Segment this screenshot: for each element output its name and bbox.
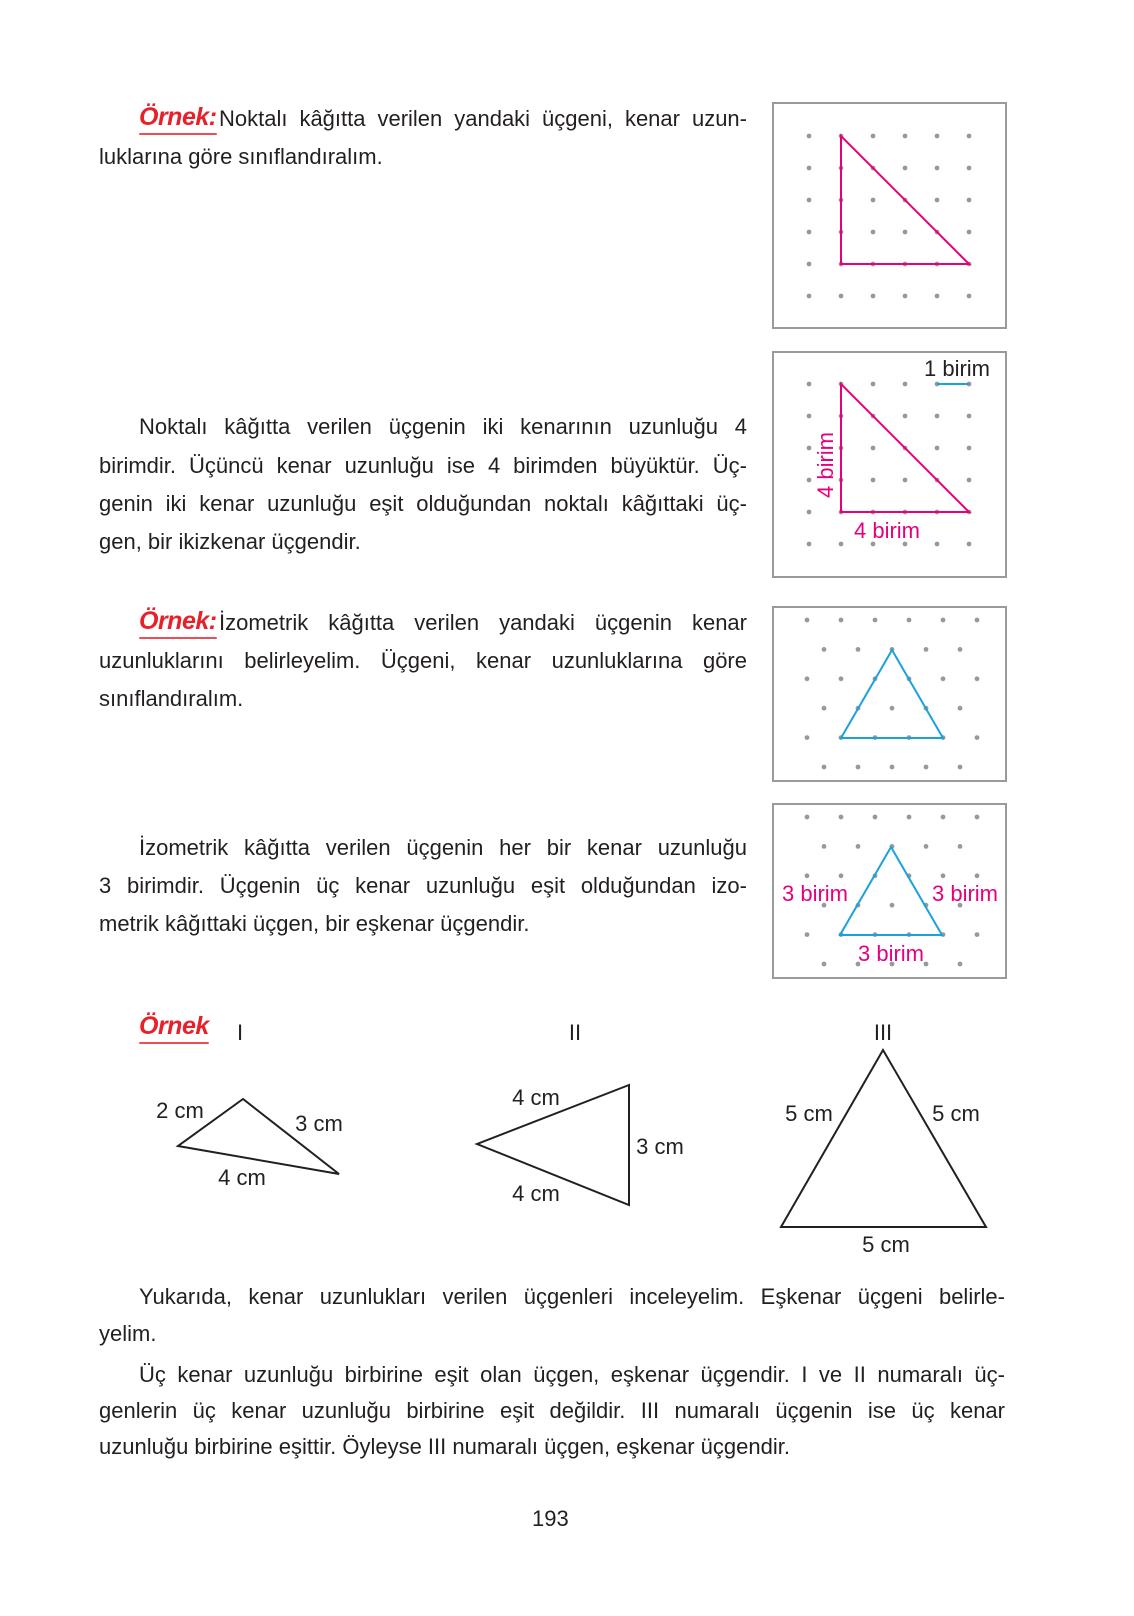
grid-dot bbox=[935, 294, 940, 299]
ex1-text-line: Noktalı kâğıtta verilen yandaki üçgeni, kenar uzun- bbox=[219, 106, 747, 131]
side-label-vertical: 4 birim bbox=[813, 431, 838, 499]
grid-dot bbox=[871, 294, 876, 299]
triangle-2-side: 4 cm bbox=[512, 1181, 560, 1206]
grid-dot bbox=[805, 676, 810, 681]
grid-dot bbox=[871, 382, 876, 387]
grid-dot bbox=[924, 844, 929, 849]
grid-dot bbox=[856, 647, 861, 652]
grid-dot bbox=[871, 230, 876, 235]
grid-dot bbox=[967, 414, 972, 419]
grid-dot bbox=[967, 294, 972, 299]
grid-dot bbox=[903, 294, 908, 299]
triangle-1-side: 3 cm bbox=[295, 1111, 343, 1136]
grid-dot bbox=[839, 873, 844, 878]
grid-dot bbox=[907, 815, 912, 820]
grid-dot bbox=[807, 542, 812, 547]
grid-dot bbox=[924, 647, 929, 652]
triangle-2-side: 4 cm bbox=[512, 1085, 560, 1110]
grid-dot bbox=[958, 706, 963, 711]
ex3-paragraph-line: uzunluğu birbirine eşittir. Öyleyse III numaralı üçgen, eşkenar üçgendir. bbox=[99, 1434, 790, 1459]
example-label: Örnek: bbox=[139, 607, 217, 635]
grid-dot bbox=[941, 873, 946, 878]
grid-dot bbox=[822, 962, 827, 967]
triangle-1-side: 4 cm bbox=[218, 1165, 266, 1190]
grid-dot bbox=[967, 446, 972, 451]
side-label-bottom: 4 birim bbox=[853, 518, 921, 543]
grid-dot bbox=[805, 932, 810, 937]
grid-dot bbox=[975, 735, 980, 740]
grid-dot bbox=[903, 134, 908, 139]
grid-dot bbox=[805, 735, 810, 740]
grid-dot bbox=[856, 765, 861, 770]
grid-dot bbox=[807, 382, 812, 387]
grid-dot bbox=[839, 542, 844, 547]
ex1-solution-line: birimdir. Üçüncü kenar uzunluğu ise 4 birimden büyüktür. Üç- bbox=[99, 453, 747, 478]
triangle-numeral-3: III bbox=[873, 1020, 893, 1045]
grid-dot bbox=[958, 844, 963, 849]
grid-dot bbox=[935, 542, 940, 547]
grid-dot bbox=[967, 134, 972, 139]
page-number: 193 bbox=[532, 1506, 569, 1531]
grid-dot bbox=[924, 765, 929, 770]
grid-dot bbox=[807, 198, 812, 203]
ex3-paragraph-line: Üç kenar uzunluğu birbirine eşit olan üçgen, eşkenar üçgendir. I ve II numaralı üç- bbox=[139, 1362, 1005, 1387]
grid-dot bbox=[871, 134, 876, 139]
ex2-solution-line: metrik kâğıttaki üçgen, bir eşkenar üçgendir. bbox=[99, 911, 530, 936]
grid-dot bbox=[941, 618, 946, 623]
grid-dot bbox=[903, 230, 908, 235]
ex2-solution-line: 3 birimdir. Üçgenin üç kenar uzunluğu eşit olduğundan izo- bbox=[99, 873, 747, 898]
grid-dot bbox=[805, 618, 810, 623]
grid-dot bbox=[941, 676, 946, 681]
grid-dot bbox=[807, 294, 812, 299]
grid-dot bbox=[807, 510, 812, 515]
triangle-1-side: 2 cm bbox=[156, 1098, 204, 1123]
unit-label: 1 birim bbox=[923, 356, 990, 381]
triangle-numeral-1: I bbox=[236, 1020, 244, 1045]
grid-dot bbox=[805, 815, 810, 820]
ex2-solution-line: İzometrik kâğıtta verilen üçgenin her bir kenar uzunluğu bbox=[139, 835, 747, 860]
grid-dot bbox=[873, 815, 878, 820]
grid-dot bbox=[807, 414, 812, 419]
triangle-3-side: 5 cm bbox=[862, 1232, 910, 1257]
grid-dot bbox=[856, 844, 861, 849]
grid-dot bbox=[903, 478, 908, 483]
ex1-solution-line: genin iki kenar uzunluğu eşit olduğundan noktalı kâğıttaki üç- bbox=[99, 491, 747, 516]
grid-dot bbox=[967, 166, 972, 171]
side-label-left: 3 birim bbox=[781, 881, 849, 906]
grid-dot bbox=[805, 873, 810, 878]
grid-dot bbox=[871, 446, 876, 451]
grid-dot bbox=[967, 230, 972, 235]
grid-dot bbox=[941, 815, 946, 820]
ex1-text-line: luklarına göre sınıflandıralım. bbox=[99, 144, 383, 169]
grid-dot bbox=[890, 765, 895, 770]
grid-dot bbox=[975, 873, 980, 878]
grid-dot bbox=[807, 166, 812, 171]
ex2-text-line: sınıflandıralım. bbox=[99, 686, 244, 711]
grid-dot bbox=[935, 414, 940, 419]
grid-dot bbox=[975, 618, 980, 623]
grid-dot bbox=[890, 706, 895, 711]
grid-dot bbox=[967, 478, 972, 483]
grid-dot bbox=[839, 618, 844, 623]
grid-dot bbox=[807, 134, 812, 139]
ex3-paragraph-line: yelim. bbox=[99, 1321, 157, 1346]
grid-dot bbox=[871, 198, 876, 203]
grid-dot bbox=[822, 844, 827, 849]
example-label: Örnek bbox=[139, 1012, 209, 1040]
grid-dot bbox=[935, 134, 940, 139]
grid-dot bbox=[903, 382, 908, 387]
grid-dot bbox=[839, 676, 844, 681]
grid-dot bbox=[822, 765, 827, 770]
grid-dot bbox=[822, 706, 827, 711]
ex3-paragraph-line: genlerin üç kenar uzunluğu birbirine eşit değildir. III numaralı üçgenin ise üç kenar bbox=[99, 1398, 1005, 1423]
triangle-3-side: 5 cm bbox=[785, 1101, 833, 1126]
side-label-bottom: 3 birim bbox=[857, 941, 925, 966]
grid-dot bbox=[807, 262, 812, 267]
grid-dot bbox=[907, 618, 912, 623]
grid-dot bbox=[871, 478, 876, 483]
example-label: Örnek: bbox=[139, 103, 217, 131]
grid-dot bbox=[903, 166, 908, 171]
grid-dot bbox=[903, 414, 908, 419]
triangle-3 bbox=[781, 1050, 986, 1227]
ex2-text-line: İzometrik kâğıtta verilen yandaki üçgenin kenar bbox=[219, 610, 747, 635]
grid-dot bbox=[807, 230, 812, 235]
grid-dot bbox=[890, 903, 895, 908]
triangle-numeral-2: II bbox=[568, 1020, 582, 1045]
side-label-right: 3 birim bbox=[931, 881, 999, 906]
ex1-solution-line: gen, bir ikizkenar üçgendir. bbox=[99, 529, 361, 554]
ex2-text-line: uzunluklarını belirleyelim. Üçgeni, kenar uzunluklarına göre bbox=[99, 648, 747, 673]
grid-dot bbox=[839, 815, 844, 820]
grid-dot bbox=[873, 618, 878, 623]
grid-dot bbox=[807, 478, 812, 483]
triangle-3-side: 5 cm bbox=[932, 1101, 980, 1126]
grid-dot bbox=[935, 198, 940, 203]
grid-dot bbox=[839, 294, 844, 299]
grid-dot bbox=[935, 446, 940, 451]
grid-dot bbox=[807, 446, 812, 451]
grid-dot bbox=[975, 676, 980, 681]
grid-dot bbox=[958, 647, 963, 652]
grid-dot bbox=[967, 198, 972, 203]
grid-dot bbox=[924, 962, 929, 967]
grid-dot bbox=[958, 765, 963, 770]
grid-dot bbox=[967, 542, 972, 547]
grid-dot bbox=[975, 932, 980, 937]
grid-dot bbox=[958, 962, 963, 967]
isometric-paper-box-1 bbox=[773, 607, 1006, 781]
grid-dot bbox=[975, 815, 980, 820]
triangle-2-side: 3 cm bbox=[636, 1134, 684, 1159]
grid-dot bbox=[822, 647, 827, 652]
grid-dot bbox=[935, 166, 940, 171]
ex1-solution-line: Noktalı kâğıtta verilen üçgenin iki kenarının uzunluğu 4 bbox=[139, 414, 747, 439]
ex3-paragraph-line: Yukarıda, kenar uzunlukları verilen üçgenleri inceleyelim. Eşkenar üçgeni belirle- bbox=[139, 1284, 1005, 1309]
